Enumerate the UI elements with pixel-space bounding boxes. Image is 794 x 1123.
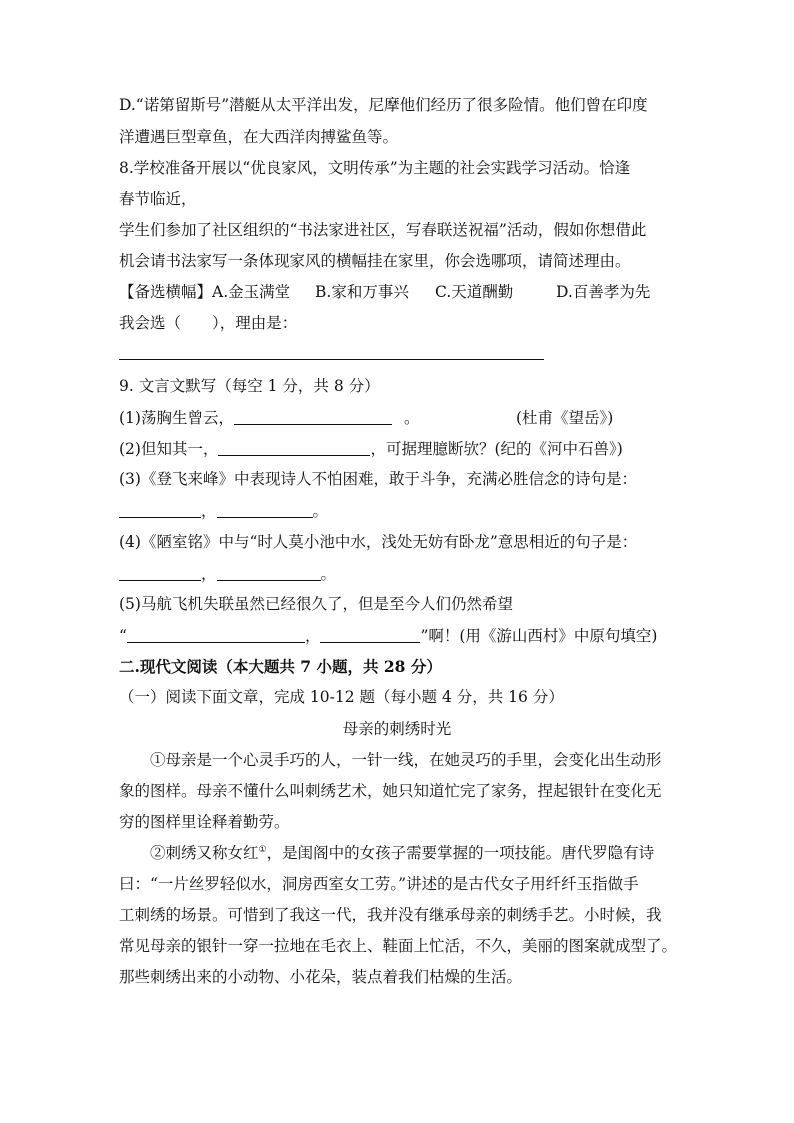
q9-item-2-prefix: (2)但知其一， [119,440,219,458]
para-2-line-5: 那些刺绣出来的小动物、小花朵，装点着我们枯燥的生活。 [119,968,523,986]
q9-item-2-suffix: ，可据理臆断欤？(纪的《河中石兽》) [370,440,623,458]
q8-option-a: A.金玉满堂 [212,283,291,301]
q8-options-label: 【备选横幅】 [119,283,213,301]
para-1-line-3: 穷的图样里诠释着勤劳。 [119,813,290,831]
q9-item-1-blank[interactable] [234,410,392,425]
q9-item-3-answers [119,503,328,520]
q9-period: 。 [312,502,329,520]
para-2-line-1 [150,846,654,862]
q8-answer-line[interactable] [119,359,544,360]
q9-item-5-open-quote: “ [119,627,127,645]
q9-item-1-suffix: 。 [403,409,420,427]
q9-item-4: (4)《陋室铭》中与“时人莫小池中水，浅处无妨有卧龙”意思相近的句子是： [119,533,638,551]
q9-item-4-blank-1[interactable] [119,566,201,581]
para-2-line-4: 常见母亲的银针一穿一拉地在毛衣上、鞋面上忙活，不久，美丽的图案就成型了。 [119,937,678,955]
q8-option-d: D.百善孝为先 [556,283,651,301]
q9-item-5: (5)马航飞机失联虽然已经很久了，但是至今人们仍然希望 [119,595,513,613]
q9-comma: ， [201,502,217,520]
q9-comma: ， [304,627,321,645]
section-2-heading: 二.现代文阅读（本大题共 7 小题，共 28 分） [119,657,442,676]
q8-option-c: C.天道酬勤 [435,283,514,301]
q9-heading: 9. 文言文默写（每空 1 分，共 8 分） [119,377,380,395]
para-2-line-1-suffix: ，是闺阁中的女孩子需要掌握的一项技能。唐代罗隐有诗 [266,844,655,863]
para-2-line-3: 工刺绣的场景。可惜到了我这一代，我并没有继承母亲的刺绣手艺。小时候，我 [119,906,662,924]
q9-item-5-tail: ”啊！(用《游山西村》中原句填空) [420,627,658,645]
q9-item-4-answers [119,566,336,583]
section-2-sub-heading: （一）阅读下面文章，完成 10-12 题（每小题 4 分，共 16 分） [119,688,564,706]
para-2-line-2: 曰：“一片丝罗轻似水，洞房西室女工劳。”讲述的是古代女子用纤纤玉指做手 [119,875,639,893]
article-title: 母亲的刺绣时光 [342,720,452,738]
q8-line-2: 春节临近， [119,190,197,208]
q9-item-5-blank-2[interactable] [320,628,420,643]
q9-item-2-blank[interactable] [218,441,370,456]
q8-line-1: 8.学校准备开展以“优良家风，文明传承”为主题的社会实践学习活动。恰逢 [119,159,631,177]
q9-item-1-prefix: (1)荡胸生曾云， [119,409,234,427]
option-d-line-1: D.“诺第留斯号”潜艇从太平洋出发，尼摩他们经历了很多险情。他们曾在印度 [119,96,648,114]
option-d-line-2: 洋遭遇巨型章鱼，在大西洋肉搏鲨鱼等。 [119,128,399,146]
q9-item-2 [119,441,623,458]
q9-item-5-answers [119,628,657,645]
q9-item-1-source: (杜甫《望岳》) [515,409,614,427]
q8-line-4: 机会请书法家写一条体现家风的横幅挂在家里，你会选哪项，请简述理由。 [119,252,631,270]
q8-option-b: B.家和万事兴 [315,283,409,301]
para-2-line-1-prefix: ②刺绣又称女红 [150,844,259,863]
para-1-line-1: ①母亲是一个心灵手巧的人，一针一线，在她灵巧的手里，会变化出生动形 [150,751,662,769]
q9-item-3-blank-1[interactable] [119,503,201,518]
q9-item-3: (3)《登飞来峰》中表现诗人不怕困难，敢于斗争，充满必胜信念的诗句是： [119,470,637,488]
q9-item-5-blank-1[interactable] [127,628,305,643]
q9-item-4-blank-2[interactable] [217,566,321,581]
q9-item-1 [119,410,613,427]
q9-period: 。 [320,565,337,583]
footnote-marker[interactable]: ① [258,845,267,855]
para-1-line-2: 象的图样。母亲不懂什么叫刺绣艺术，她只知道忙完了家务，捏起银针在变化无 [119,782,662,800]
q8-answer-prompt: 我会选（ ），理由是： [119,314,298,332]
q8-line-3: 学生们参加了社区组织的“书法家进社区，写春联送祝福”活动，假如你想借此 [119,221,647,239]
q9-comma: ， [201,565,217,583]
q9-item-3-blank-2[interactable] [217,503,313,518]
q8-options-row [119,285,650,301]
